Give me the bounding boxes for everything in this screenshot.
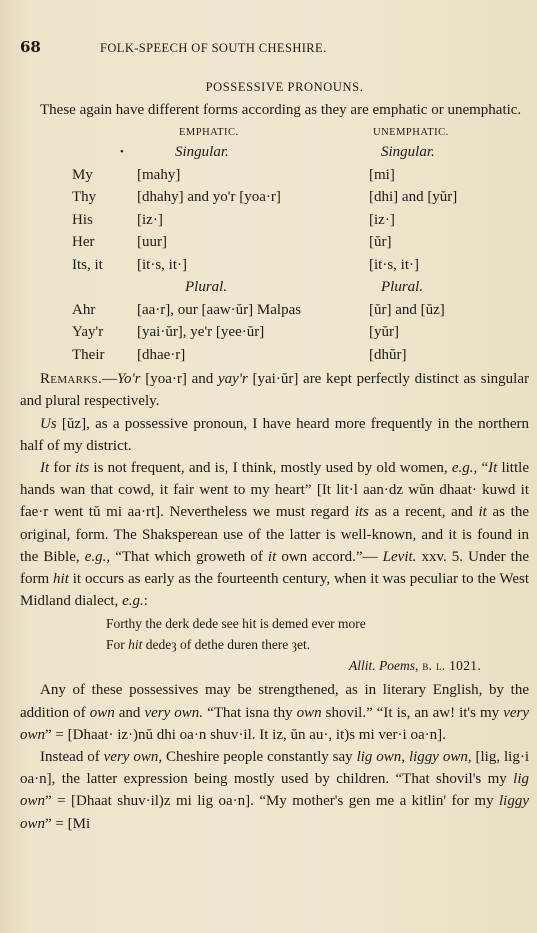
table-row [20, 254, 529, 277]
strengthen-paragraph: Any of these possessives may be strengthened, as in literary English, by the addition of own and very own. “That isna thy own shovil.” “It is, an aw! it's my very own” = [Dhaat· iz·)nŭ dhi oa·n shuv·il. It iz, ŭn au·, it)s mi ver·i oa·n]. [20, 682, 529, 743]
emphatic-form: [yai·ŭr], ye'r [yee·ŭr] [137, 324, 265, 341]
unemphatic-form: [ŭr] and [ŭz] [369, 301, 445, 318]
verse-quote-line-2: For hit dedeȝ of dethe duren there ȝet. [106, 637, 311, 653]
unemphatic-form: [it·s, it·] [369, 256, 419, 273]
emphatic-form: [dhahy] and yo'r [yoa·r] [137, 189, 281, 206]
remarks-label: Remarks. [40, 371, 102, 388]
page-number: 68 [20, 38, 41, 56]
running-title: FOLK-SPEECH OF SOUTH CHESHIRE. [100, 41, 327, 55]
singular-rows [20, 164, 529, 277]
remarks-paragraph: Remarks.—Yo'r [yoa·r] and yay'r [yai·ŭr] are kept perfectly distinct as singular and plural respectively. [20, 371, 529, 410]
lig-paragraph: Instead of very own, Cheshire people constantly say lig own, liggy own, [lig, lig·i oa·n], the latter expression being mostly used by children. “That shovil's my lig own” = [Dhaat shuv·il)z mi lig oa·n]. “My mother's gen me a kitlin' for my liggy own” = [Mi [20, 749, 529, 832]
table-column-headers [20, 125, 529, 141]
possessive-table [20, 125, 529, 366]
column-header-unemphatic: UNEMPHATIC. [373, 127, 449, 139]
section-title: POSSESSIVE PRONOUNS. [205, 80, 364, 94]
pronoun-word: Their [72, 346, 105, 363]
pronoun-word: Thy [72, 189, 97, 206]
pronoun-word: Ahr [72, 301, 96, 318]
plural-subheader [20, 276, 529, 299]
table-row [20, 344, 529, 367]
emphatic-form: [it·s, it·] [137, 256, 187, 273]
bullet-mark: • [120, 146, 124, 159]
unemphatic-form: [mi] [369, 166, 395, 183]
it-paragraph: It for its is not frequent, and is, I think, mostly used by old women, e.g., “It little hands wan that cowd, it fair went to my heart” [It lit·l aan·dz wŭn dhaat· kuwd it fae·r went tŭ mi aa·rt]. Nevertheless we must regard its as a recent, and it as the original, form. The Shaksperean use of the latter is well-known, and it is found in the Bible, e.g., “That which groweth of it own accord.”— Levit. xxv. 5. Under the form hit it occurs as early as the fourteenth century, when it was peculiar to the West Midland dialect, e.g.: [20, 460, 529, 610]
unemphatic-form: [iz·] [369, 211, 395, 228]
singular-label-emphatic: Singular. [175, 144, 229, 161]
table-row [20, 186, 529, 209]
unemphatic-form: [dhi] and [yŭr] [369, 189, 458, 206]
column-header-emphatic: EMPHATIC. [179, 127, 239, 139]
emphatic-form: [mahy] [137, 166, 181, 183]
verse-quote-line-1: Forthy the derk dede see hit is demed ever more [106, 616, 366, 632]
emphatic-form: [uur] [137, 234, 167, 251]
table-row [20, 321, 529, 344]
unemphatic-form: [yŭr] [369, 324, 399, 341]
plural-label-emphatic: Plural. [185, 279, 228, 296]
singular-subheader [20, 141, 529, 164]
table-row [20, 231, 529, 254]
emphatic-form: [dhae·r] [137, 346, 186, 363]
emphatic-form: [iz·] [137, 211, 163, 228]
quote-citation: Allit. Poems, b. l. 1021. [348, 658, 481, 674]
us-paragraph: Us [ŭz], as a possessive pronoun, I have heard more frequently in the northern half of my district. [20, 415, 529, 454]
pronoun-word: Yay'r [72, 324, 104, 341]
page-header [20, 38, 529, 66]
pronoun-word: Its, it [72, 256, 103, 273]
plural-label-unemphatic: Plural. [381, 279, 424, 296]
pronoun-word: Her [72, 234, 95, 251]
plural-rows [20, 299, 529, 367]
pronoun-word: His [72, 211, 93, 228]
unemphatic-form: [dhŭr] [369, 346, 407, 363]
singular-label-unemphatic: Singular. [381, 144, 435, 161]
intro-paragraph: These again have different forms according as they are emphatic or unemphatic. [40, 102, 522, 118]
table-row [20, 164, 529, 187]
table-row [20, 299, 529, 322]
table-row [20, 209, 529, 232]
unemphatic-form: [ŭr] [369, 234, 392, 251]
pronoun-word: My [72, 166, 93, 183]
emphatic-form: [aa·r], our [aaw·ŭr] Malpas [137, 301, 302, 318]
